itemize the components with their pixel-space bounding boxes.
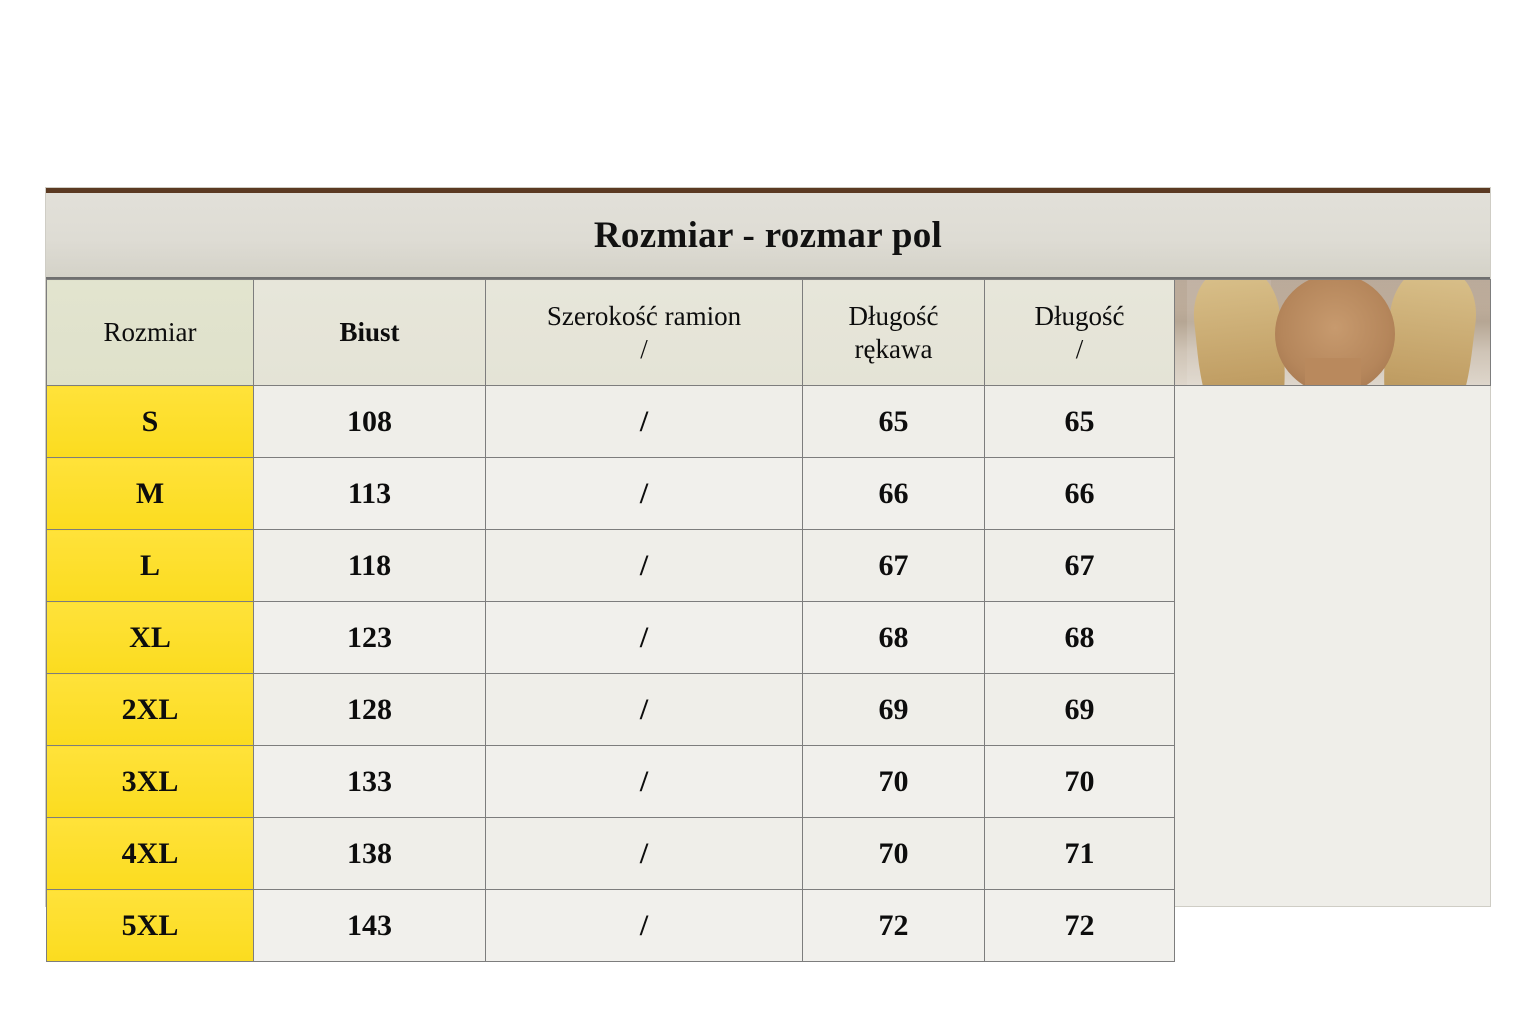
cell-size: 3XL: [47, 746, 254, 818]
cell-shoulder: /: [486, 386, 803, 458]
table-body: [47, 386, 1491, 962]
cell-size: XL: [47, 602, 254, 674]
size-chart: [46, 188, 1490, 942]
photo-necklace: [1298, 384, 1368, 385]
cell-shoulder: /: [486, 818, 803, 890]
table-header: [47, 280, 1491, 386]
cell-bust: 138: [254, 818, 486, 890]
cell-bust: 128: [254, 674, 486, 746]
product-photo-image: [1175, 280, 1490, 385]
table-row: [47, 674, 1491, 746]
product-photo: [1175, 280, 1491, 386]
table-row: [47, 386, 1491, 458]
header-shoulder-sub: /: [640, 333, 648, 364]
table-row: [47, 530, 1491, 602]
table-row: [47, 818, 1491, 890]
cell-shoulder: /: [486, 530, 803, 602]
cell-sleeve: 70: [803, 818, 985, 890]
header-size: Rozmiar: [47, 280, 254, 386]
cell-length: 71: [985, 818, 1175, 890]
cell-size: S: [47, 386, 254, 458]
header-length-text: Długość: [1034, 300, 1125, 331]
cell-length: 66: [985, 458, 1175, 530]
header-shoulder-text: Szerokość ramion: [546, 300, 742, 331]
cell-length: 67: [985, 530, 1175, 602]
cell-size: L: [47, 530, 254, 602]
cell-length: 72: [985, 890, 1175, 962]
header-shoulder-width: [486, 280, 803, 386]
cell-sleeve: 70: [803, 746, 985, 818]
table-header-row: [47, 280, 1491, 386]
cell-size: 2XL: [47, 674, 254, 746]
cell-sleeve: 67: [803, 530, 985, 602]
cell-length: 69: [985, 674, 1175, 746]
cell-shoulder: /: [486, 602, 803, 674]
cell-bust: 133: [254, 746, 486, 818]
cell-shoulder: /: [486, 458, 803, 530]
header-length: [985, 280, 1175, 386]
cell-shoulder: /: [486, 674, 803, 746]
cell-length: 70: [985, 746, 1175, 818]
cell-length: 65: [985, 386, 1175, 458]
cell-size: M: [47, 458, 254, 530]
cell-sleeve: 68: [803, 602, 985, 674]
header-length-sub: /: [1075, 333, 1084, 364]
table-row: [47, 746, 1491, 818]
cell-sleeve: 66: [803, 458, 985, 530]
cell-size: 5XL: [47, 890, 254, 962]
cell-bust: 113: [254, 458, 486, 530]
cell-size: 4XL: [47, 818, 254, 890]
cell-shoulder: /: [486, 890, 803, 962]
cell-shoulder: /: [486, 746, 803, 818]
cell-sleeve: 72: [803, 890, 985, 962]
cell-bust: 108: [254, 386, 486, 458]
cell-bust: 118: [254, 530, 486, 602]
size-table: [46, 279, 1491, 962]
cell-bust: 143: [254, 890, 486, 962]
chart-title-band: [46, 193, 1490, 279]
cell-bust: 123: [254, 602, 486, 674]
cell-sleeve: 65: [803, 386, 985, 458]
cell-length: 68: [985, 602, 1175, 674]
table-row: [47, 602, 1491, 674]
page-title: Rozmiar - rozmar pol: [593, 214, 943, 256]
photo-neck: [1305, 358, 1361, 385]
header-sleeve-length: Długość rękawa: [803, 280, 985, 386]
table-row: [47, 458, 1491, 530]
table-row: [47, 890, 1491, 962]
cell-sleeve: 69: [803, 674, 985, 746]
header-bust: Biust: [254, 280, 486, 386]
